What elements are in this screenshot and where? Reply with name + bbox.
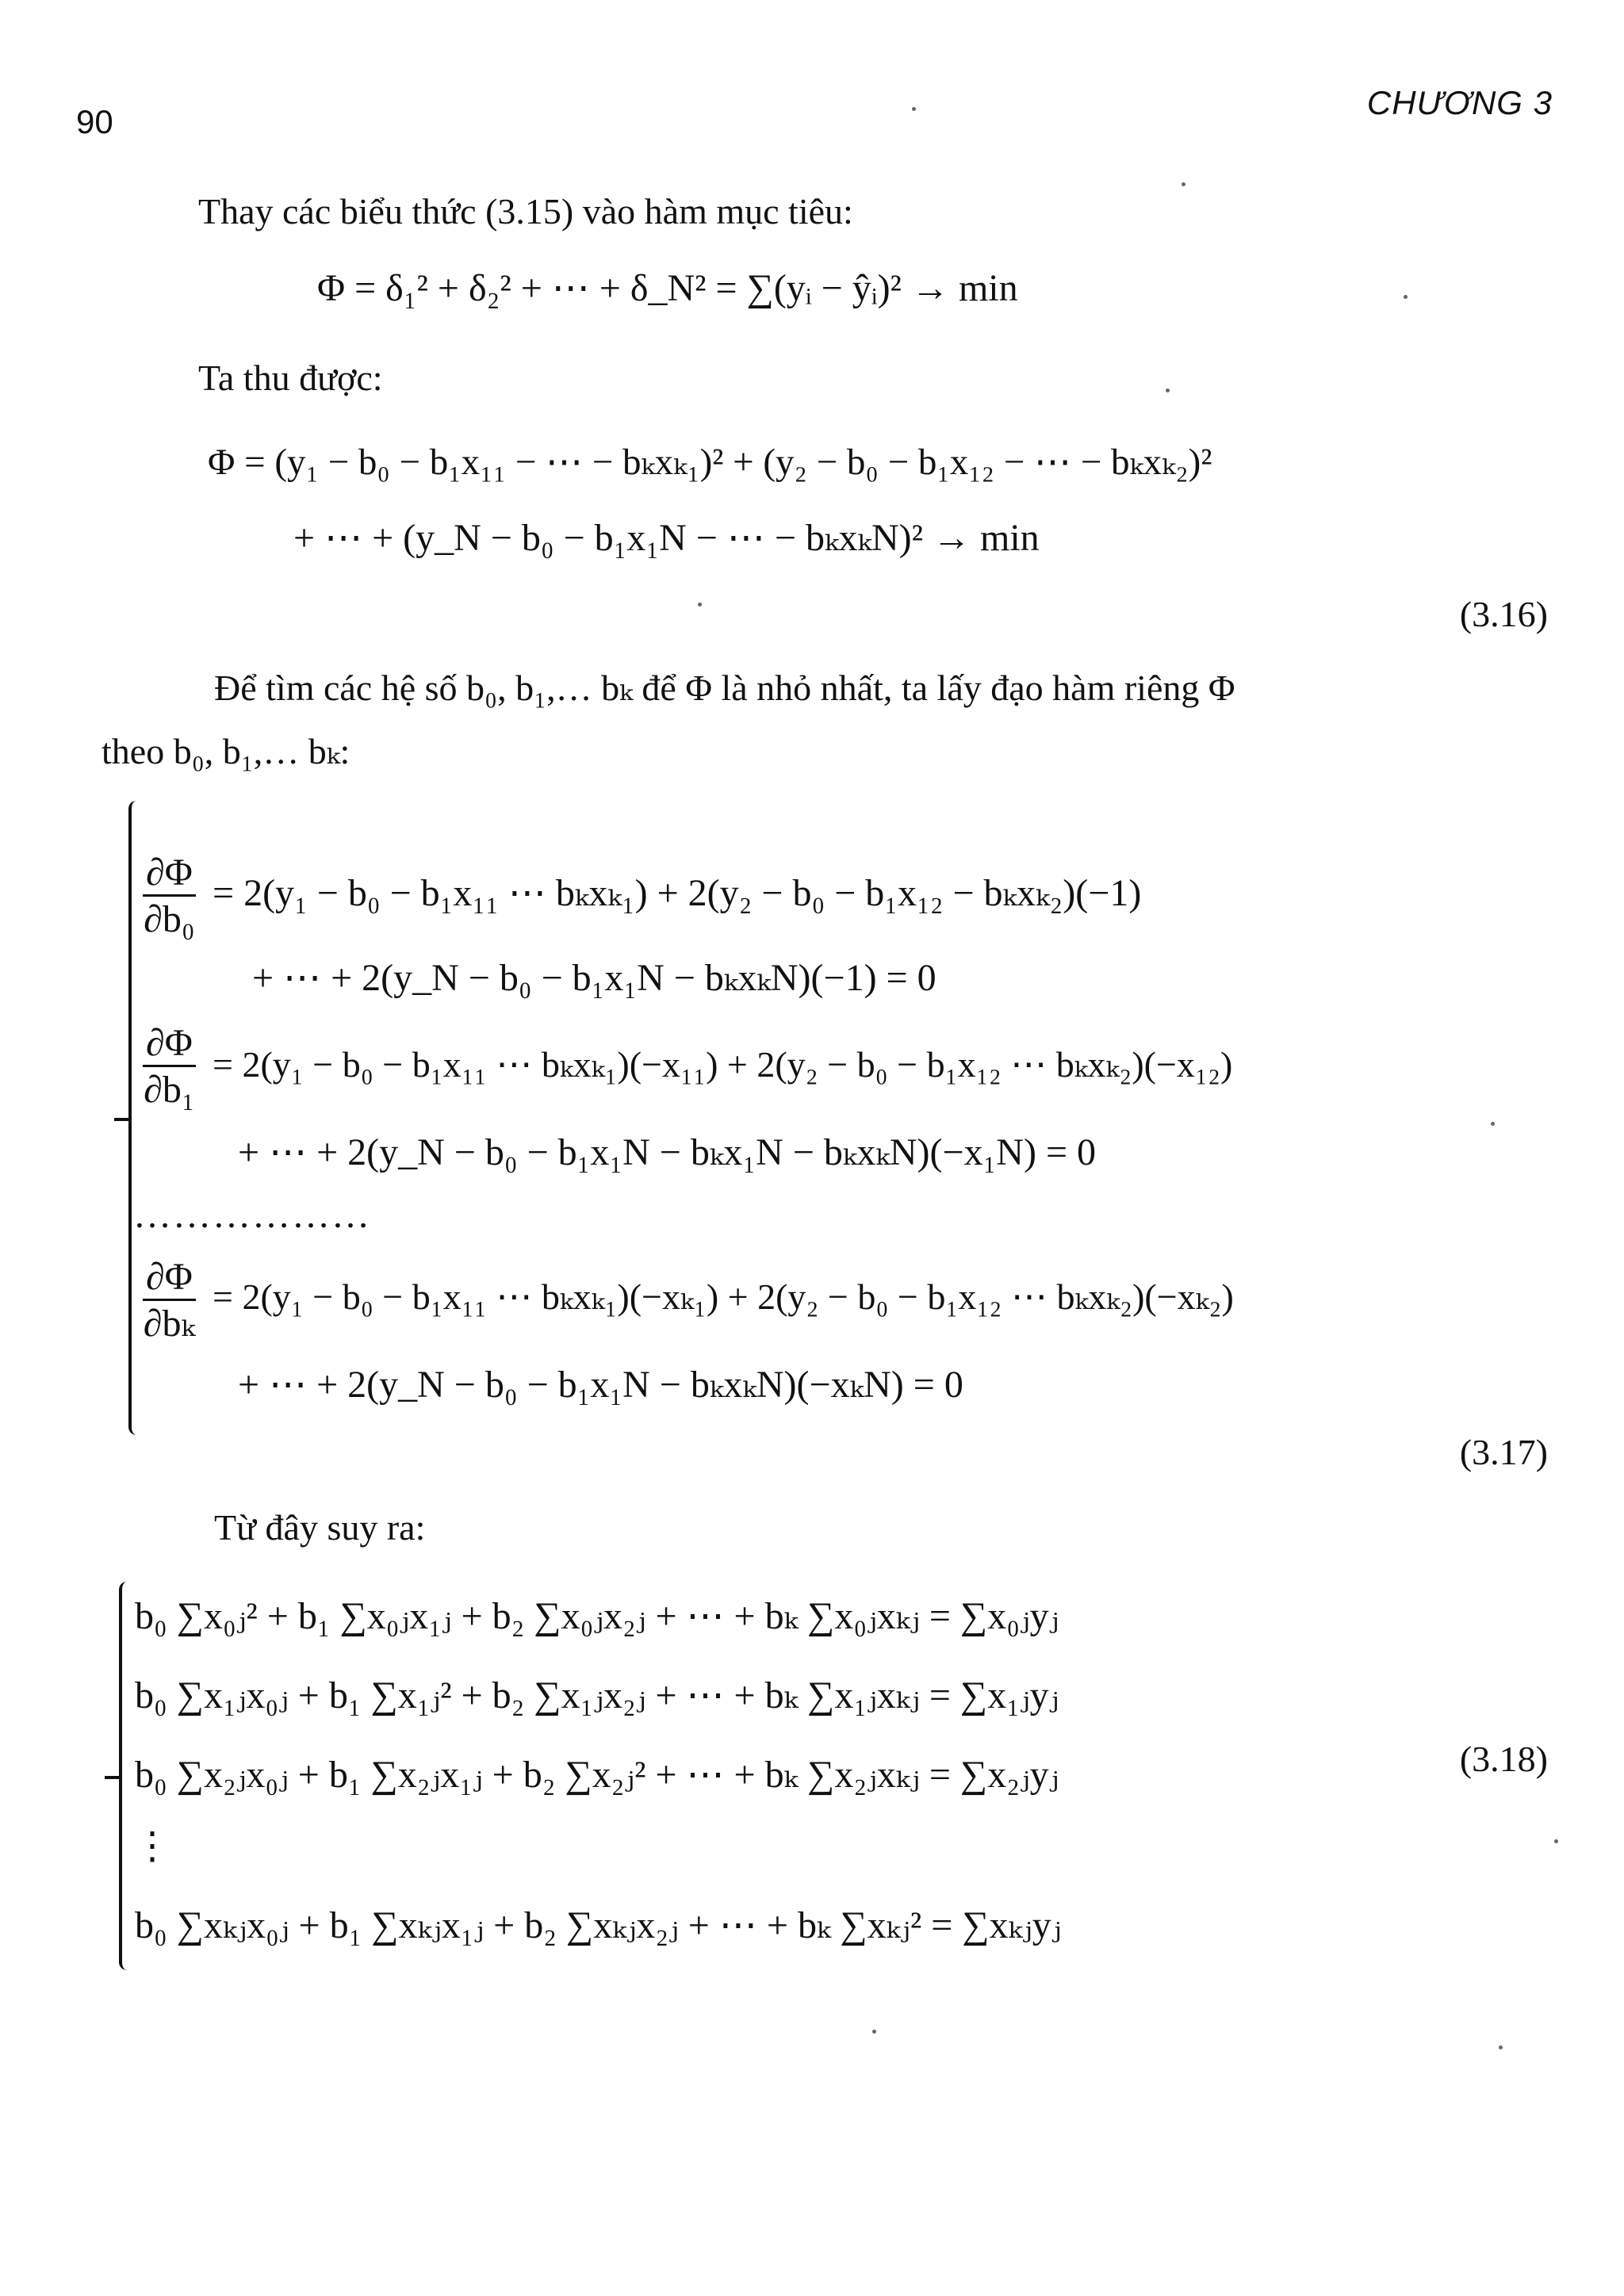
scan-speck [912,107,916,111]
normal-equation-row-2: b₀ ∑x₁ⱼx₀ⱼ + b₁ ∑x₁ⱼ² + b₂ ∑x₁ⱼx₂ⱼ + ⋯ + bₖ ∑x₁ⱼxₖⱼ = ∑x₁ⱼyⱼ [135,1674,1059,1716]
frac-num-b0: ∂Φ [143,852,196,897]
normal-equation-vdots: ⋮ [133,1825,171,1867]
derivative-b1-line-2: + ⋯ + 2(y_N − b₀ − b₁x₁N − bₖx₁N − bₖxₖN)(−x₁N) = 0 [238,1131,1097,1173]
equation-number-3-17: (3.17) [1459,1432,1548,1472]
derivative-b0-fraction [143,852,196,942]
objective-equation: Φ = δ₁² + δ₂² + ⋯ + δ_N² = ∑(yᵢ − ŷᵢ)² → min [317,267,1018,309]
scan-speck [1404,295,1408,299]
derivative-b1-line-1: = 2(y₁ − b₀ − b₁x₁₁ ⋯ bₖxₖ₁)(−x₁₁) + 2(y₂ − b₀ − b₁x₁₂ ⋯ bₖxₖ₂)(−x₁₂) [213,1044,1233,1085]
frac-den-bk: ∂bₖ [143,1302,196,1345]
frac-num-bk: ∂Φ [143,1257,196,1301]
frac-den-b1: ∂b₁ [144,1068,195,1111]
page-number: 90 [76,103,113,140]
derivative-b1-fraction [143,1023,196,1112]
derivative-ellipsis: ……………… [133,1194,371,1236]
derivative-bk-fraction [143,1257,196,1346]
normal-equation-row-k: b₀ ∑xₖⱼx₀ⱼ + b₁ ∑xₖⱼx₁ⱼ + b₂ ∑xₖⱼx₂ⱼ + ⋯ + bₖ ∑xₖⱼ² = ∑xₖⱼyⱼ [135,1904,1062,1946]
derivative-b0-line-1: = 2(y₁ − b₀ − b₁x₁₁ ⋯ bₖxₖ₁) + 2(y₂ − b₀ − b₁x₁₂ − bₖxₖ₂)(−1) [213,872,1142,914]
scan-speck [1499,2045,1503,2049]
scan-speck [1166,388,1170,392]
phi-line-2: + ⋯ + (y_N − b₀ − b₁x₁N − ⋯ − bₖxₖN)² → min [293,517,1040,559]
obtained-text: Ta thu được: [198,358,383,398]
derivative-bk-line-1: = 2(y₁ − b₀ − b₁x₁₁ ⋯ bₖxₖ₁)(−xₖ₁) + 2(y₂ − b₀ − b₁x₁₂ ⋯ bₖxₖ₂)(−xₖ₂) [213,1276,1234,1317]
scan-speck [698,603,702,607]
system-3-17-brace [128,801,144,1435]
derivative-intro-line-1: Để tìm các hệ số b₀, b₁,… bₖ để Φ là nhỏ nhất, ta lấy đạo hàm riêng Φ [214,668,1235,708]
chapter-header: CHƯƠNG 3 [1366,84,1553,121]
scan-speck [872,2030,876,2034]
scan-speck [1554,1839,1558,1843]
system-3-18-brace [119,1582,133,1970]
scan-speck [1491,1122,1495,1126]
normal-equation-row-1: b₀ ∑x₀ⱼ² + b₁ ∑x₀ⱼx₁ⱼ + b₂ ∑x₀ⱼx₂ⱼ + ⋯ + bₖ ∑x₀ⱼxₖⱼ = ∑x₀ⱼyⱼ [135,1595,1059,1637]
derivative-b0-line-2: + ⋯ + 2(y_N − b₀ − b₁x₁N − bₖxₖN)(−1) = 0 [252,957,936,999]
phi-line-1: Φ = (y₁ − b₀ − b₁x₁₁ − ⋯ − bₖxₖ₁)² + (y₂ − b₀ − b₁x₁₂ − ⋯ − bₖxₖ₂)² [208,442,1212,483]
intro-text: Thay các biểu thức (3.15) vào hàm mục tiêu: [198,191,853,232]
scan-speck [1182,182,1185,186]
normal-equation-row-3: b₀ ∑x₂ⱼx₀ⱼ + b₁ ∑x₂ⱼx₁ⱼ + b₂ ∑x₂ⱼ² + ⋯ + bₖ ∑x₂ⱼxₖⱼ = ∑x₂ⱼyⱼ [135,1754,1059,1796]
derivative-bk-line-2: + ⋯ + 2(y_N − b₀ − b₁x₁N − bₖxₖN)(−xₖN) = 0 [238,1364,963,1406]
frac-den-b0: ∂b₀ [144,897,195,940]
equation-number-3-16: (3.16) [1459,594,1548,634]
equation-number-3-18: (3.18) [1459,1739,1548,1779]
derivative-intro-line-2: theo b₀, b₁,… bₖ: [102,731,350,771]
frac-num-b1: ∂Φ [143,1023,196,1067]
conclude-text: Từ đây suy ra: [214,1507,426,1548]
